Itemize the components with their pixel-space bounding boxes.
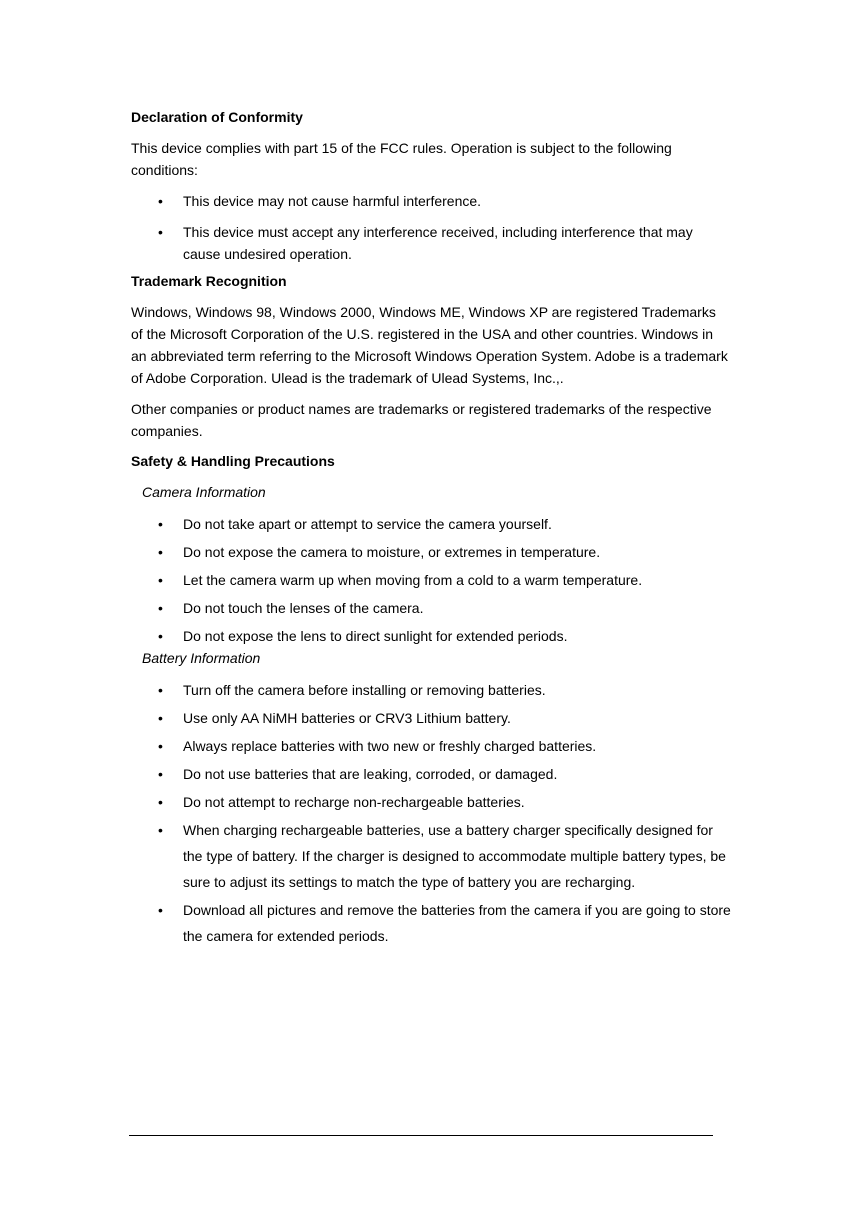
list-item-text: Let the camera warm up when moving from a cold to a warm temperature. <box>183 572 643 588</box>
list-item <box>131 542 731 562</box>
bullet-icon: • <box>158 682 163 698</box>
list-item-text: Use only AA NiMH batteries or CRV3 Lithium battery. <box>183 710 511 726</box>
declaration-intro: This device complies with part 15 of the FCC rules. Operation is subject to the following conditions: <box>131 140 672 178</box>
list-item-text: Do not expose the lens to direct sunlight for extended periods. <box>183 628 568 644</box>
bullet-icon: • <box>158 193 163 209</box>
list-item-text: Download all pictures and remove the batteries from the camera if you are going to store the camera for extended periods. <box>183 902 731 944</box>
list-item-text: This device may not cause harmful interference. <box>183 193 482 209</box>
bullet-icon: • <box>158 600 163 616</box>
safety-heading: Safety & Handling Precautions <box>131 453 335 469</box>
list-item <box>131 626 731 646</box>
trademark-paragraph: Windows, Windows 98, Windows 2000, Windows ME, Windows XP are registered Trademarks of the Microsoft Corporation of the U.S. registered in the USA and other countries. Windows in an abbreviated term referring to the Microsoft Windows Operation System. Adobe is a trademark of Adobe Corporation. Ulead is the trademark of Ulead Systems, Inc.,. <box>131 304 728 386</box>
list-item-text: Always replace batteries with two new or freshly charged batteries. <box>183 738 597 754</box>
trademark-other-paragraph: Other companies or product names are trademarks or registered trademarks of the respective companies. <box>131 401 712 439</box>
list-item <box>131 761 731 787</box>
battery-info-list <box>131 677 731 949</box>
declaration-conditions-list <box>131 190 731 265</box>
bullet-icon: • <box>158 766 163 782</box>
list-item-text: Do not attempt to recharge non-rechargeable batteries. <box>183 794 525 810</box>
list-item-text: Do not expose the camera to moisture, or extremes in temperature. <box>183 544 601 560</box>
camera-info-list <box>131 514 731 646</box>
list-item <box>131 514 731 534</box>
bullet-icon: • <box>158 822 163 838</box>
list-item-text: This device must accept any interference received, including interference that may cause undesired operation. <box>183 224 693 262</box>
bullet-icon: • <box>158 738 163 754</box>
bullet-icon: • <box>158 224 163 240</box>
list-item <box>131 897 731 949</box>
list-item <box>131 190 731 212</box>
list-item-text: Do not touch the lenses of the camera. <box>183 600 424 616</box>
list-item-text: Turn off the camera before installing or removing batteries. <box>183 682 546 698</box>
list-item <box>131 733 731 759</box>
bullet-icon: • <box>158 628 163 644</box>
bullet-icon: • <box>158 516 163 532</box>
bullet-icon: • <box>158 794 163 810</box>
list-item-text: When charging rechargeable batteries, use a battery charger specifically designed for the type of battery. If the charger is designed to accommodate multiple battery types, be sure to adjust its settings to match the type of battery you are recharging. <box>183 822 726 890</box>
list-item <box>131 221 731 265</box>
list-item <box>131 598 731 618</box>
list-item <box>131 789 731 815</box>
declaration-heading: Declaration of Conformity <box>131 109 303 125</box>
bullet-icon: • <box>158 902 163 918</box>
bullet-icon: • <box>158 710 163 726</box>
list-item <box>131 705 731 731</box>
bullet-icon: • <box>158 544 163 560</box>
list-item <box>131 677 731 703</box>
list-item <box>131 570 731 590</box>
document-page <box>131 107 731 951</box>
camera-info-subheading: Camera Information <box>142 484 266 500</box>
battery-info-subheading: Battery Information <box>142 650 261 666</box>
bullet-icon: • <box>158 572 163 588</box>
trademark-heading: Trademark Recognition <box>131 273 287 289</box>
list-item <box>131 817 731 895</box>
footer-divider <box>129 1135 713 1136</box>
list-item-text: Do not use batteries that are leaking, corroded, or damaged. <box>183 766 558 782</box>
list-item-text: Do not take apart or attempt to service the camera yourself. <box>183 516 552 532</box>
